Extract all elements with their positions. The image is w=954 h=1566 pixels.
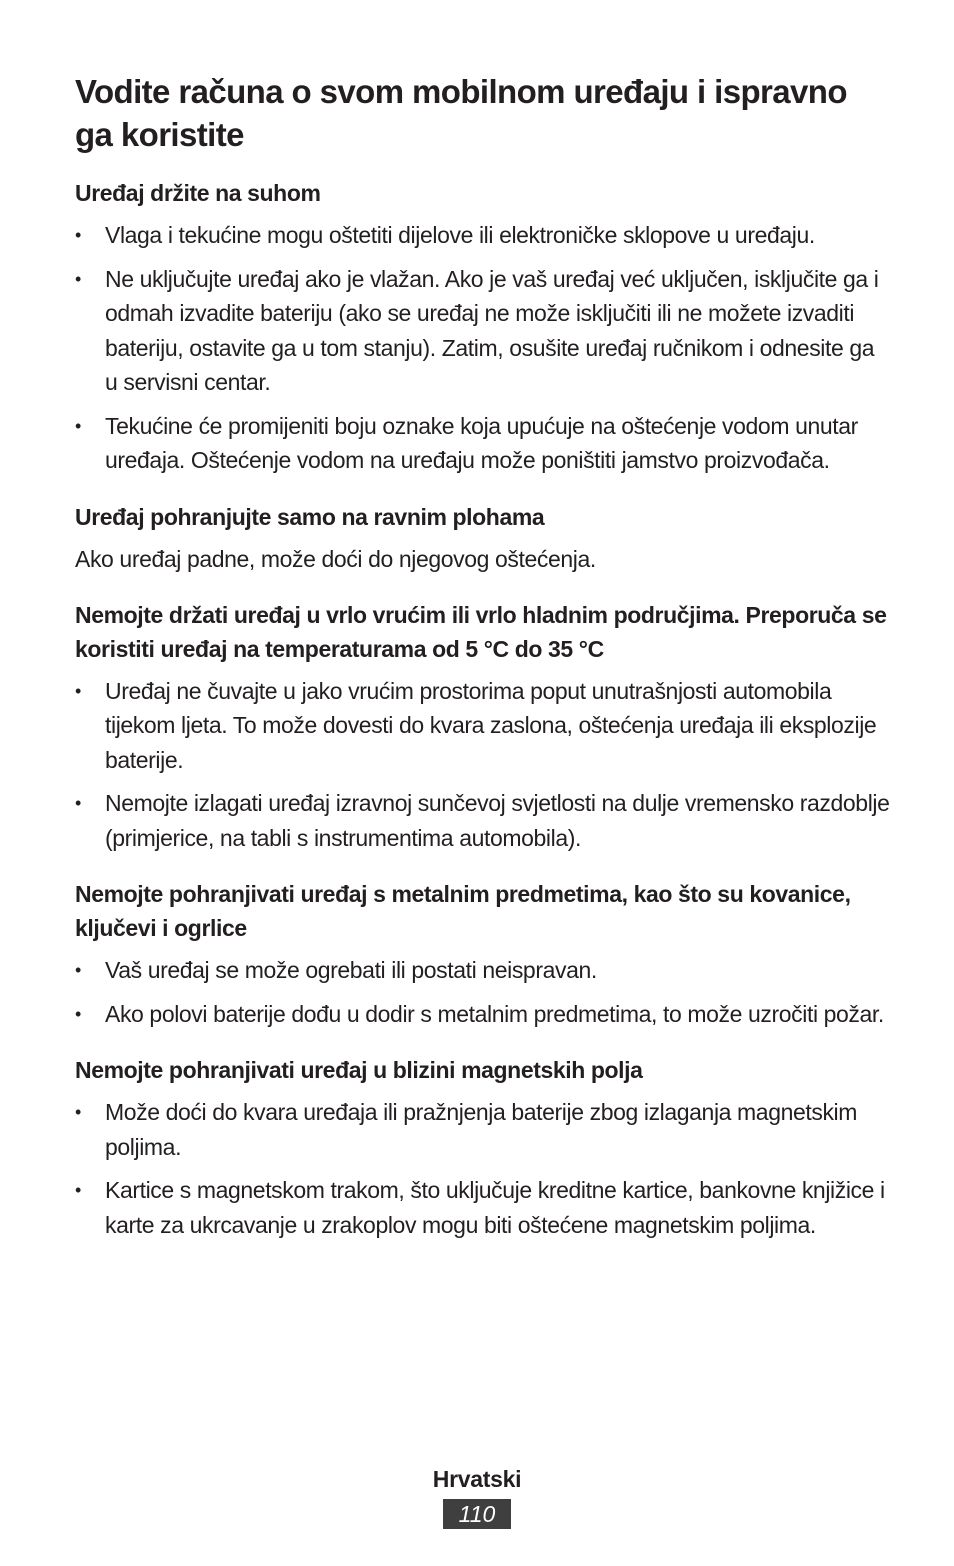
list-item	[75, 1173, 890, 1242]
bullet-icon: •	[75, 268, 81, 289]
list-item-text: Tekućine će promijeniti boju oznake koja upućuje na oštećenje vodom unutar uređaja. Oštećenje vodom na uređaju može poništiti jamstvo proizvođača.	[105, 412, 858, 473]
list-item-text: Nemojte izlagati uređaj izravnoj sunčevoj svjetlosti na dulje vremensko razdoblje (primjerice, na tabli s instrumentima automobila).	[105, 790, 890, 851]
section-keep-dry	[75, 176, 890, 478]
page-number: 110	[443, 1499, 511, 1529]
bullet-icon: •	[75, 1180, 81, 1200]
list-item	[75, 674, 890, 778]
bullet-list	[75, 953, 890, 1031]
list-item-text: Može doći do kvara uređaja ili pražnjenja baterije zbog izlaganja magnetskim poljima.	[105, 1099, 858, 1160]
section-heading: Nemojte pohranjivati uređaj u blizini magnetskih polja	[75, 1057, 643, 1083]
bullet-icon: •	[75, 960, 81, 980]
bullet-list	[75, 218, 890, 478]
section-metal-objects	[75, 877, 890, 1031]
list-item-text: Uređaj ne čuvajte u jako vrućim prostorima poput unutrašnjosti automobila tijekom ljeta. To može dovesti do kvara zaslona, oštećenja uređaja ili eksplozije baterije.	[105, 677, 877, 773]
list-item	[75, 409, 890, 478]
list-item	[75, 1095, 890, 1164]
section-temperature	[75, 598, 890, 856]
bullet-icon: •	[75, 1102, 81, 1122]
bullet-icon: •	[75, 225, 81, 245]
footer-language: Hrvatski	[432, 1466, 522, 1492]
bullet-icon: •	[75, 680, 81, 701]
section-heading: Uređaj držite na suhom	[75, 180, 321, 206]
list-item-text: Vlaga i tekućine mogu oštetiti dijelove ili elektroničke sklopove u uređaju.	[105, 222, 815, 248]
bullet-icon: •	[75, 415, 81, 436]
bullet-list	[75, 674, 890, 856]
list-item	[75, 786, 890, 855]
list-item-text: Ako polovi baterije dođu u dodir s metalnim predmetima, to može uzročiti požar.	[105, 1000, 884, 1027]
section-flat-surfaces	[75, 500, 890, 576]
list-item-text: Vaš uređaj se može ogrebati ili postati neispravan.	[105, 957, 597, 983]
list-item	[75, 953, 890, 988]
bullet-list	[75, 1095, 890, 1242]
section-magnetic-fields	[75, 1053, 890, 1242]
list-item	[75, 262, 890, 400]
section-heading: Nemojte držati uređaj u vrlo vrućim ili vrlo hladnim područjima. Preporuča se koristiti uređaj na temperaturama od 5 °C do 35 °C	[75, 601, 887, 662]
list-item-text: Ne uključujte uređaj ako je vlažan. Ako je vaš uređaj već uključen, isključite ga i odmah izvadite bateriju (ako se uređaj ne može isključiti ili ne možete izvaditi bateriju, ostavite ga u tom stanju). Zatim, osušite uređaj ručnikom i odnesite ga u servisni centar.	[105, 265, 879, 395]
section-heading: Nemojte pohranjivati uređaj s metalnim predmetima, kao što su kovanice, ključevi i ogrlice	[75, 881, 851, 941]
section-heading: Uređaj pohranjujte samo na ravnim plohama	[75, 503, 545, 530]
bullet-icon: •	[75, 1003, 81, 1024]
list-item-text: Kartice s magnetskom trakom, što uključuje kreditne kartice, bankovne knjižice i karte za ukrcavanje u zrakoplov mogu biti oštećene magnetskim poljima.	[105, 1177, 885, 1238]
list-item	[75, 997, 890, 1032]
section-paragraph: Ako uređaj padne, može doći do njegovog oštećenja.	[75, 545, 596, 572]
document-page	[75, 70, 890, 1264]
page-title: Vodite računa o svom mobilnom uređaju i ispravno ga koristite	[75, 73, 847, 153]
list-item	[75, 218, 890, 253]
bullet-icon: •	[75, 793, 81, 813]
page-footer	[0, 1462, 954, 1529]
